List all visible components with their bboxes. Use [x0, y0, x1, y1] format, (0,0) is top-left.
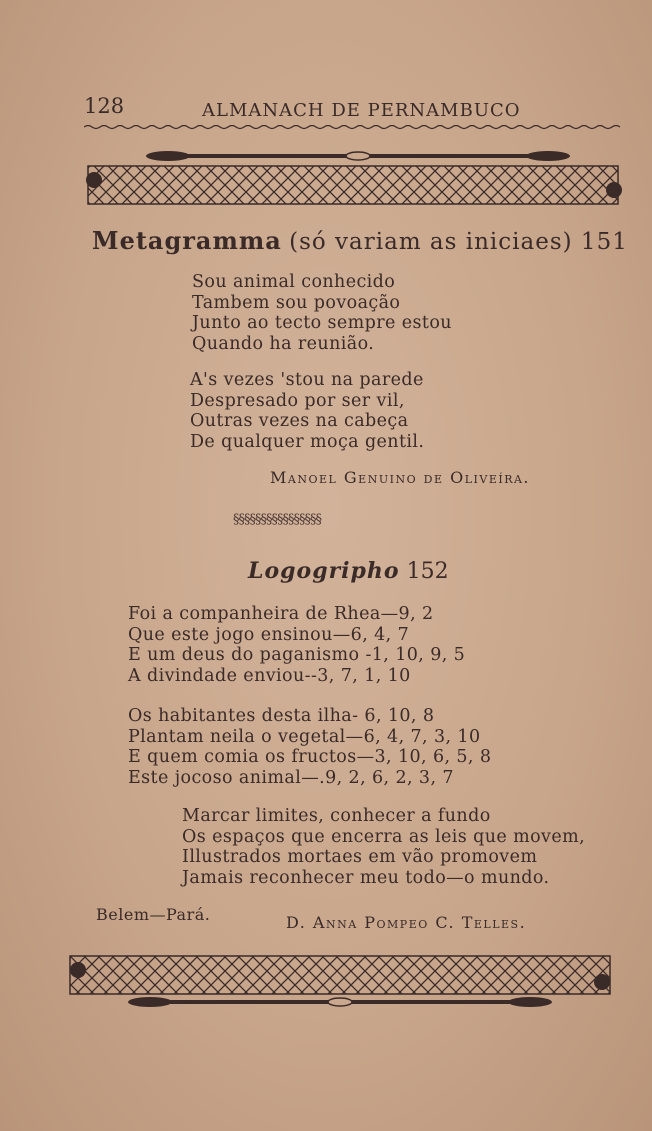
bottom-ornament-band	[64, 950, 616, 1016]
verse-line: Illustrados mortaes em vão promovem	[182, 847, 538, 867]
metagramma-title	[92, 226, 628, 255]
verse-line: Outras vezes na cabeça	[190, 411, 409, 431]
verse-line: Sou animal conhecido	[192, 272, 396, 292]
metagramma-author: Manoel Genuino de Oliveíra.	[270, 468, 531, 487]
page-number: 128	[84, 94, 125, 118]
verse-line: Despresado por ser vil,	[190, 390, 405, 411]
verse-line: Este jocoso animal—.9, 2, 6, 2, 3, 7	[128, 767, 454, 788]
logogripho-stanza-3	[182, 806, 585, 888]
logogripho-title	[248, 558, 449, 584]
metagramma-stanza-1	[192, 272, 452, 354]
verse-line: A's vezes 'stou na parede	[190, 370, 424, 390]
verse-line: Plantam neila o vegetal—6, 4, 7, 3, 10	[128, 726, 481, 747]
verse-line: A divindade enviou--3, 7, 1, 10	[128, 665, 411, 686]
verse-line: Os habitantes desta ilha- 6, 10, 8	[128, 706, 435, 726]
logogripho-author: D. Anna Pompeo C. Telles.	[286, 913, 527, 932]
metagramma-title-bold: Metagramma	[92, 226, 282, 255]
header-wavy-rule	[84, 124, 624, 130]
running-title: ALMANACH DE PERNAMBUCO	[202, 100, 521, 121]
metagramma-stanza-2	[190, 370, 424, 452]
verse-line: Que este jogo ensinou—6, 4, 7	[128, 624, 410, 645]
logogripho-title-bold: Logogripho	[248, 558, 400, 584]
top-ornament-band	[78, 150, 630, 210]
logogripho-stanza-1	[128, 604, 465, 686]
verse-line: E quem comia os fructos—3, 10, 6, 5, 8	[128, 747, 492, 767]
verse-line: Quando ha reunião.	[192, 333, 375, 354]
logogripho-title-number: 152	[406, 559, 449, 584]
verse-line: Marcar limites, conhecer a fundo	[182, 806, 491, 826]
logogripho-stanza-2	[128, 706, 491, 788]
verse-line: Jamais reconhecer meu todo—o mundo.	[182, 867, 550, 888]
verse-line: Foi a companheira de Rhea—9, 2	[128, 604, 434, 624]
verse-line: De qualquer moça gentil.	[190, 431, 425, 452]
verse-line: E um deus do paganismo -1, 10, 9, 5	[128, 645, 466, 665]
verse-line: Os espaços que encerra as leis que movem,	[182, 826, 586, 847]
ornamental-separator: §§§§§§§§§§§§§§§§	[233, 512, 321, 527]
verse-line: Tambem sou povoação	[192, 292, 401, 313]
place-line: Belem—Pará.	[96, 905, 211, 924]
metagramma-title-rest: (só variam as iniciaes) 151	[289, 229, 628, 255]
verse-line: Junto ao tecto sempre estou	[192, 313, 452, 333]
